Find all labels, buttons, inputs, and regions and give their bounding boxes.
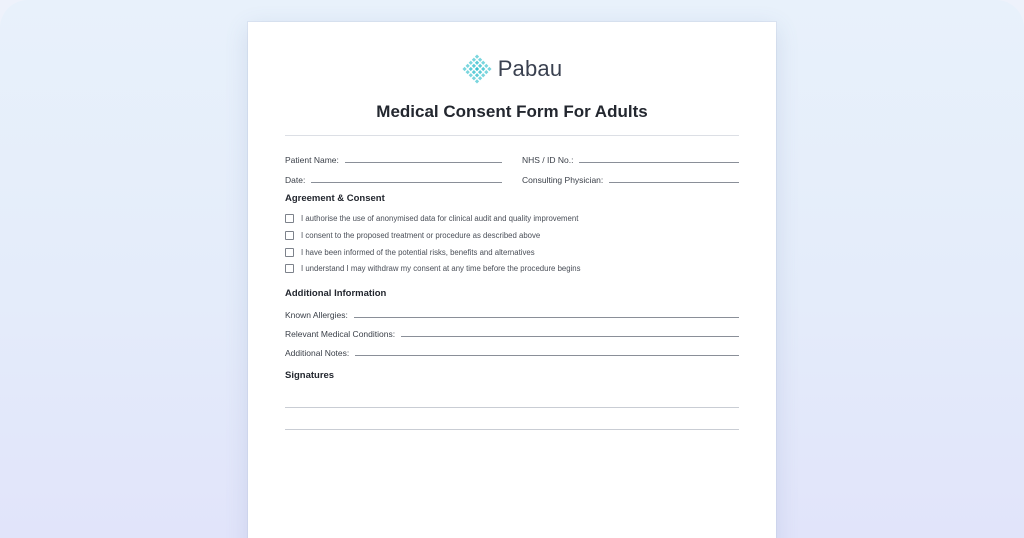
additional-notes-field[interactable] [285, 344, 739, 358]
consent-checkbox[interactable] [285, 248, 294, 257]
logo-dot [481, 67, 485, 71]
relevant-conditions-field[interactable] [285, 325, 739, 339]
consent-checkbox[interactable] [285, 214, 294, 223]
logo-dot [475, 54, 479, 58]
consent-form-document [248, 22, 776, 538]
logo-dot [475, 61, 479, 65]
patient-name-field[interactable] [285, 151, 502, 165]
diamond-dots-logo-icon [462, 54, 492, 84]
title-divider [285, 135, 739, 136]
date-line[interactable] [311, 182, 502, 183]
consulting-physician-label: Consulting Physician: [522, 175, 604, 185]
consent-checkbox-row[interactable] [285, 246, 535, 258]
known-allergies-label: Known Allergies: [285, 310, 348, 320]
logo-dot [478, 70, 482, 74]
logo-dot [475, 67, 479, 71]
additional-notes-label: Additional Notes: [285, 348, 350, 358]
logo-dot [478, 76, 482, 80]
brand-header [248, 54, 776, 84]
logo-dot [478, 64, 482, 68]
logo-dot [468, 67, 472, 71]
signatures-heading: Signatures [285, 370, 335, 381]
logo-dot [478, 58, 482, 62]
patient-name-label: Patient Name: [285, 155, 339, 165]
consent-statement: I understand I may withdraw my consent at any time before the procedure begins [301, 263, 581, 273]
consent-checkbox-row[interactable] [285, 262, 581, 274]
known-allergies-field[interactable] [285, 306, 739, 320]
logo-dot [475, 79, 479, 83]
logo-dot [484, 64, 488, 68]
relevant-conditions-line[interactable] [401, 336, 739, 337]
known-allergies-line[interactable] [354, 317, 739, 318]
consent-checkbox[interactable] [285, 231, 294, 240]
logo-dot [471, 58, 475, 62]
patient-name-line[interactable] [345, 162, 502, 163]
date-label: Date: [285, 175, 306, 185]
consent-checkbox-row[interactable] [285, 212, 578, 224]
brand-name: Pabau [497, 56, 563, 81]
additional-notes-line[interactable] [355, 355, 739, 356]
logo-dot [471, 70, 475, 74]
consulting-physician-line[interactable] [609, 182, 739, 183]
nhs-id-field[interactable] [522, 151, 739, 165]
form-title: Medical Consent Form For Adults [376, 102, 648, 121]
logo-dot [465, 70, 469, 74]
date-field[interactable] [285, 171, 502, 185]
consent-statement: I authorise the use of anonymised data for clinical audit and quality improvement [301, 213, 579, 223]
agreement-heading: Agreement & Consent [285, 193, 385, 204]
nhs-id-line[interactable] [579, 162, 739, 163]
consent-statement: I have been informed of the potential risks, benefits and alternatives [301, 247, 535, 257]
logo-dot [481, 73, 485, 77]
logo-dot [468, 73, 472, 77]
nhs-id-label: NHS / ID No.: [522, 155, 574, 165]
logo-dot [465, 64, 469, 68]
relevant-conditions-label: Relevant Medical Conditions: [285, 329, 396, 339]
logo-dot [487, 67, 491, 71]
logo-dot [471, 64, 475, 68]
logo-dot [462, 67, 466, 71]
consent-statement: I consent to the proposed treatment or procedure as described above [301, 230, 541, 240]
additional-info-heading: Additional Information [285, 288, 387, 299]
logo-dot [484, 70, 488, 74]
consent-checkbox[interactable] [285, 264, 294, 273]
logo-dot [475, 73, 479, 77]
consulting-physician-field[interactable] [522, 171, 739, 185]
consent-checkbox-row[interactable] [285, 229, 540, 241]
logo-dot [481, 61, 485, 65]
signature-line[interactable] [285, 429, 739, 430]
logo-dot [468, 61, 472, 65]
signature-line[interactable] [285, 407, 739, 408]
logo-dot [471, 76, 475, 80]
